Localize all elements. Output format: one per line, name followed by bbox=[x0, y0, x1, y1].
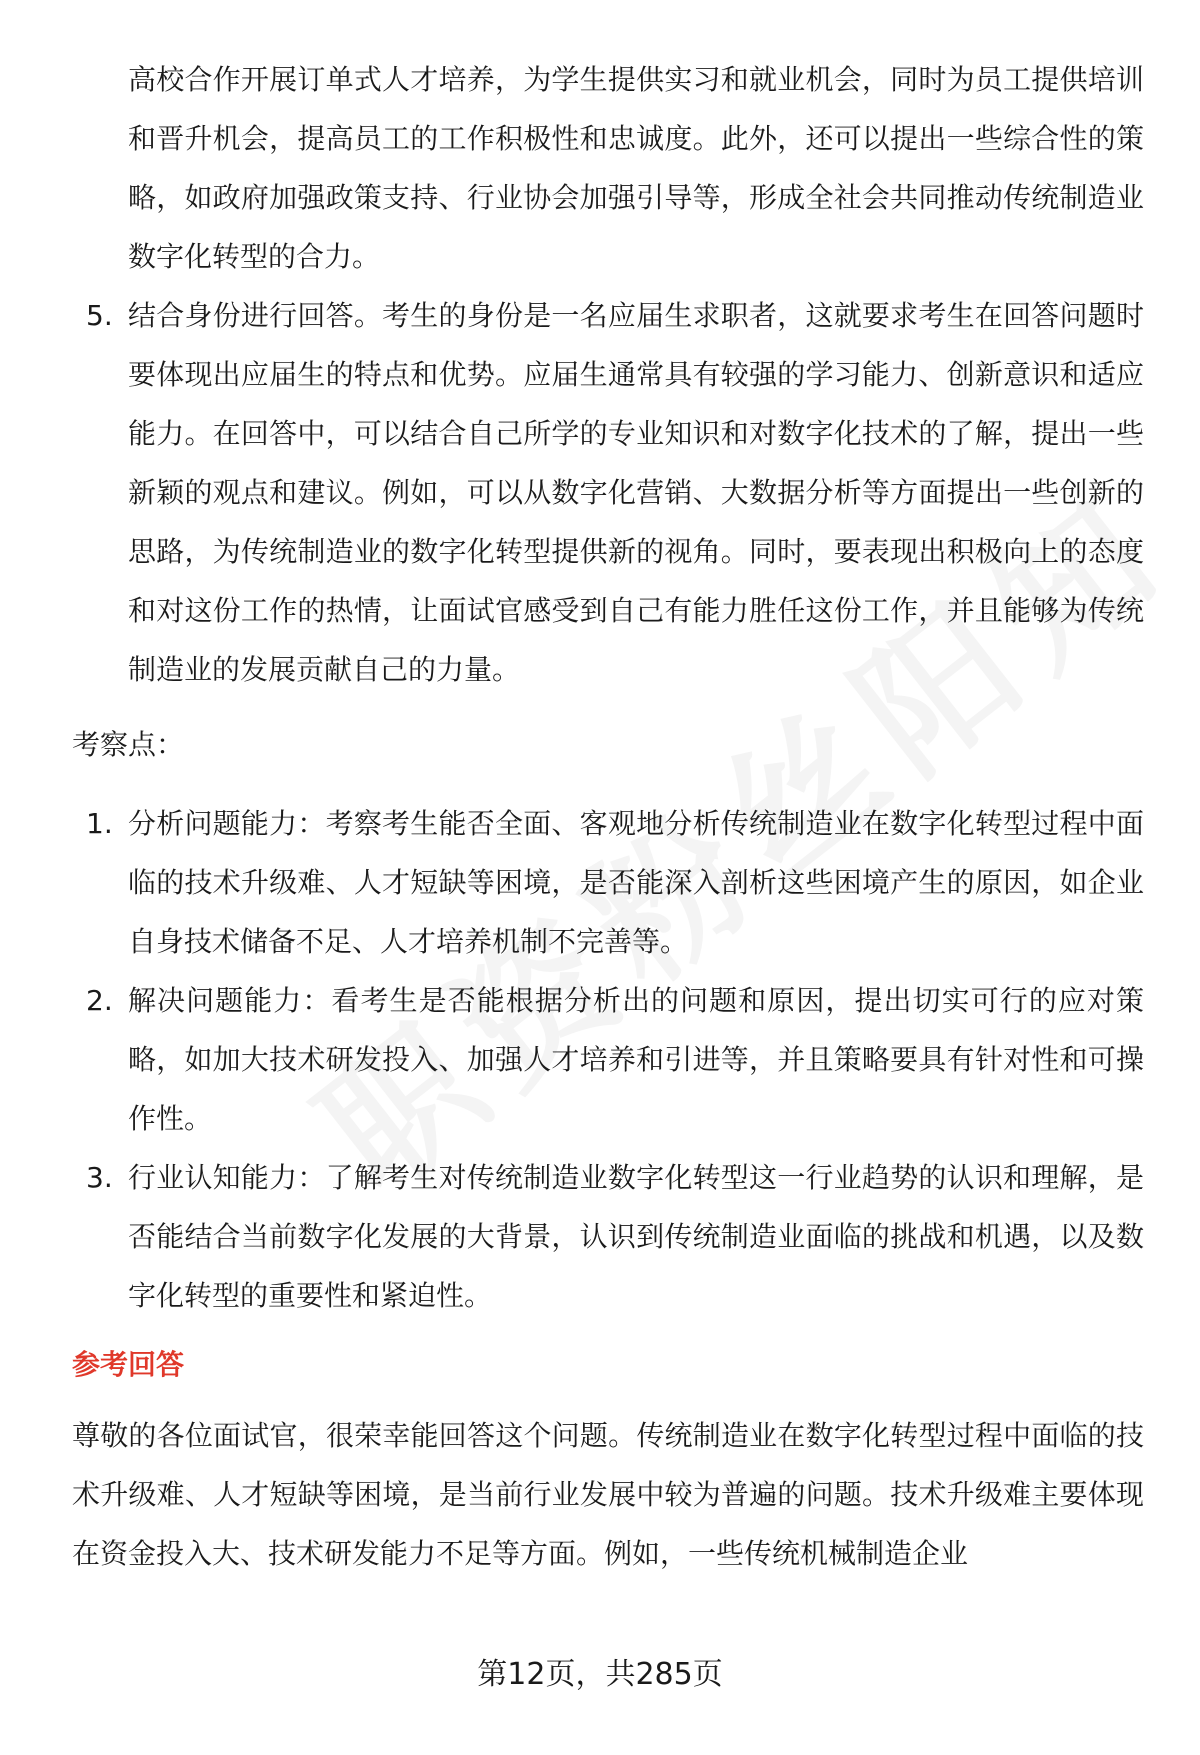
list-item-text: 解决问题能力：看考生是否能根据分析出的问题和原因，提出切实可行的应对策略，如加大技术研发投入、加强人才培养和引进等，并且策略要具有针对性和可操作性。 bbox=[128, 984, 1144, 1135]
list-item-5 bbox=[72, 286, 1144, 699]
list-item-text: 结合身份进行回答。考生的身份是一名应届生求职者，这就要求考生在回答问题时要体现出应届生的特点和优势。应届生通常具有较强的学习能力、创新意识和适应能力。在回答中，可以结合自己所学的专业知识和对数字化技术的了解，提出一些新颖的观点和建议。例如，可以从数字化营销、大数据分析等方面提出一些创新的思路，为传统制造业的数字化转型提供新的视角。同时，要表现出积极向上的态度和对这份工作的热情，让面试官感受到自己有能力胜任这份工作，并且能够为传统制造业的发展贡献自己的力量。 bbox=[128, 299, 1144, 686]
page-number-footer: 第12页，共285页 bbox=[477, 1657, 723, 1692]
exam-point-item bbox=[72, 794, 1144, 971]
list-item-text: 行业认知能力：了解考生对传统制造业数字化转型这一行业趋势的认识和理解，是否能结合当前数字化发展的大背景，认识到传统制造业面临的挑战和机遇，以及数字化转型的重要性和紧迫性。 bbox=[128, 1161, 1144, 1312]
reference-answer-text: 尊敬的各位面试官，很荣幸能回答这个问题。传统制造业在数字化转型过程中面临的技术升级难、人才短缺等困境，是当前行业发展中较为普遍的问题。技术升级难主要体现在资金投入大、技术研发能力不足等方面。例如，一些传统机械制造企业 bbox=[72, 1419, 1144, 1570]
exam-point-item bbox=[72, 971, 1144, 1148]
exam-points-label: 考察点： bbox=[72, 728, 185, 761]
page-content bbox=[72, 50, 1144, 1583]
list-number: 1. bbox=[86, 807, 113, 840]
list-number: 2. bbox=[86, 984, 113, 1017]
continued-list-text: 高校合作开展订单式人才培养，为学生提供实习和就业机会，同时为员工提供培训和晋升机会，提高员工的工作积极性和忠诚度。此外，还可以提出一些综合性的策略，如政府加强政策支持、行业协会加强引导等，形成全社会共同推动传统制造业数字化转型的合力。 bbox=[128, 63, 1144, 273]
reference-answer-heading: 参考回答 bbox=[72, 1348, 185, 1381]
list-number: 5. bbox=[86, 299, 113, 332]
list-number: 3. bbox=[86, 1161, 113, 1194]
list-item-text: 分析问题能力：考察考生能否全面、客观地分析传统制造业在数字化转型过程中面临的技术升级难、人才短缺等困境，是否能深入剖析这些困境产生的原因，如企业自身技术储备不足、人才培养机制不完善等。 bbox=[128, 807, 1144, 958]
exam-point-item bbox=[72, 1148, 1144, 1325]
